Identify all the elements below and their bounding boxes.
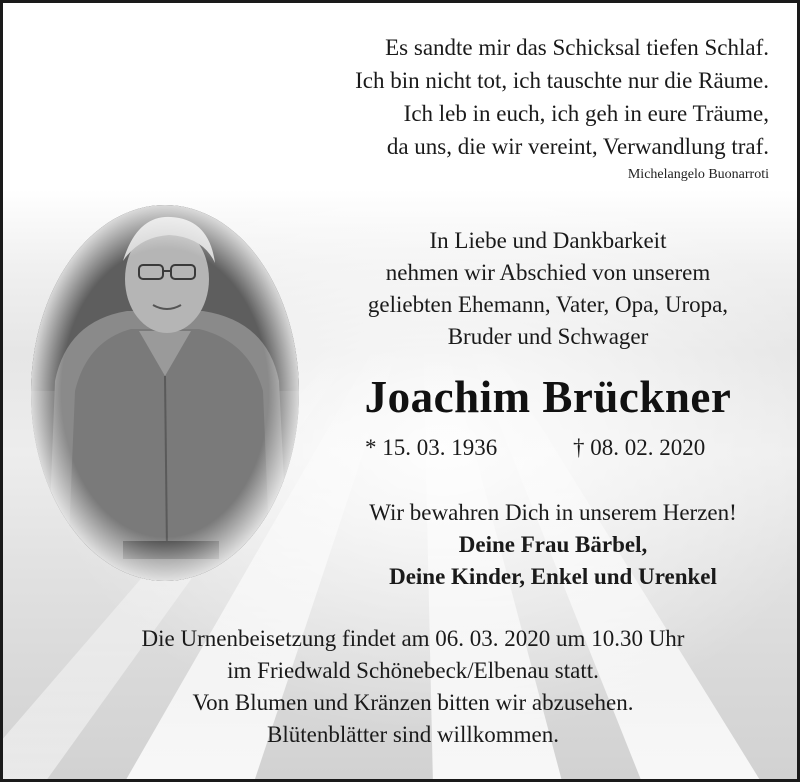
poem-line: da uns, die wir vereint, Verwandlung traf. (386, 134, 769, 159)
portrait-photo (27, 201, 303, 585)
family-line-remembrance: Wir bewahren Dich in unserem Herzen! (369, 500, 737, 525)
poem-line: Es sandte mir das Schicksal tiefen Schlaf. (385, 35, 769, 60)
deceased-name: Joachim Brückner (364, 372, 732, 422)
poem-author: Michelangelo Buonarroti (627, 167, 769, 182)
farewell-intro (325, 225, 771, 353)
poem-line: Ich bin nicht tot, ich tauschte nur die Räume. (355, 68, 769, 93)
family-line-children: Deine Kinder, Enkel und Urenkel (389, 564, 717, 589)
intro-line: Bruder und Schwager (447, 324, 649, 349)
birth-date: * 15. 03. 1936 (365, 435, 498, 460)
poem (355, 31, 769, 163)
notice-line: Von Blumen und Kränzen bitten wir abzusehen. (192, 690, 634, 715)
family-message (323, 497, 783, 593)
intro-line: nehmen wir Abschied von unserem (385, 260, 711, 285)
intro-line: In Liebe und Dankbarkeit (429, 228, 667, 253)
death-date: † 08. 02. 2020 (573, 435, 706, 460)
burial-notice (3, 623, 800, 751)
notice-line: Die Urnenbeisetzung findet am 06. 03. 2020 um 10.30 Uhr (141, 626, 685, 651)
family-line-wife: Deine Frau Bärbel, (458, 532, 648, 557)
notice-line: im Friedwald Schönebeck/Elbenau statt. (227, 658, 599, 683)
poem-line: Ich leb in euch, ich geh in eure Träume, (403, 101, 769, 126)
notice-line: Blütenblätter sind willkommen. (267, 722, 559, 747)
intro-line: geliebten Ehemann, Vater, Opa, Uropa, (367, 292, 729, 317)
